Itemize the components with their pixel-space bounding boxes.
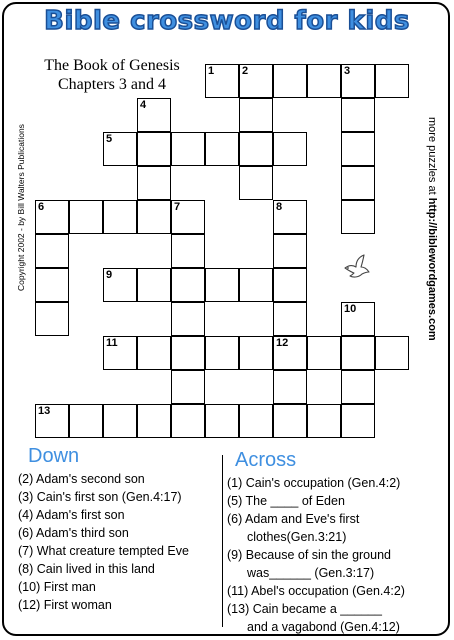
grid-cell[interactable] <box>103 404 137 438</box>
grid-cell[interactable] <box>35 234 69 268</box>
grid-cell[interactable] <box>205 132 239 166</box>
grid-cell[interactable] <box>273 370 307 404</box>
grid-cell[interactable] <box>375 64 409 98</box>
grid-cell[interactable] <box>273 336 307 370</box>
down-clue-list <box>18 470 189 614</box>
down-clue: (3) Cain's first son (Gen.4:17) <box>18 490 182 504</box>
clue-number: 2 <box>242 65 249 77</box>
across-clue: clothes(Gen.3:21) <box>247 530 347 544</box>
grid-cell[interactable] <box>341 404 375 438</box>
down-clue: (7) What creature tempted Eve <box>18 544 189 558</box>
across-clue: was______ (Gen.3:17) <box>247 566 375 580</box>
grid-cell[interactable] <box>137 336 171 370</box>
across-clue: (11) Abel's occupation (Gen.4:2) <box>227 584 405 598</box>
grid-cell[interactable] <box>307 404 341 438</box>
grid-cell[interactable] <box>171 404 205 438</box>
grid-cell[interactable] <box>171 302 205 336</box>
down-clue: (10) First man <box>18 580 96 594</box>
grid-cell[interactable] <box>137 98 171 132</box>
more-puzzles-text <box>424 117 438 357</box>
copyright-text: Copyright 2002 - by Bill Walters Publications <box>16 124 26 291</box>
down-clue: (2) Adam's second son <box>18 472 145 486</box>
across-heading: Across <box>235 449 297 471</box>
across-clue-list <box>227 474 405 636</box>
grid-cell[interactable] <box>137 132 171 166</box>
page-title: Bible crossword for kids <box>44 6 410 36</box>
grid-cell[interactable] <box>171 268 205 302</box>
across-clue: (13) Cain became a ______ <box>227 602 382 616</box>
grid-cell[interactable] <box>307 64 341 98</box>
grid-cell[interactable] <box>239 98 273 132</box>
grid-cell[interactable] <box>69 404 103 438</box>
down-clue: (4) Adam's first son <box>18 508 125 522</box>
grid-cell[interactable] <box>137 166 171 200</box>
grid-cell[interactable] <box>205 336 239 370</box>
grid-cell[interactable] <box>375 336 409 370</box>
clue-number: 10 <box>344 303 357 315</box>
grid-cell[interactable] <box>307 336 341 370</box>
grid-cell[interactable] <box>341 132 375 166</box>
across-clue: (6) Adam and Eve's first <box>227 512 360 526</box>
clue-number: 5 <box>106 133 113 145</box>
grid-cell[interactable] <box>205 64 239 98</box>
subtitle-line-1: The Book of Genesis <box>44 57 180 74</box>
grid-cell[interactable] <box>239 336 273 370</box>
grid-cell[interactable] <box>137 200 171 234</box>
down-clue: (8) Cain lived in this land <box>18 562 155 576</box>
across-clue: (5) The ____ of Eden <box>227 494 345 508</box>
across-clue: (9) Because of sin the ground <box>227 548 391 562</box>
grid-cell[interactable] <box>341 64 375 98</box>
subtitle <box>22 56 202 94</box>
grid-cell[interactable] <box>273 200 307 234</box>
grid-cell[interactable] <box>103 200 137 234</box>
grid-cell[interactable] <box>35 302 69 336</box>
clue-number: 12 <box>276 337 289 349</box>
grid-cell[interactable] <box>239 268 273 302</box>
across-clue: (1) Cain's occupation (Gen.4:2) <box>227 476 401 490</box>
subtitle-line-2: Chapters 3 and 4 <box>58 76 166 93</box>
grid-cell[interactable] <box>341 370 375 404</box>
grid-cell[interactable] <box>171 200 205 234</box>
clue-number: 6 <box>38 201 45 213</box>
grid-cell[interactable] <box>171 370 205 404</box>
clue-number: 8 <box>276 201 283 213</box>
grid-cell[interactable] <box>35 404 69 438</box>
clue-divider <box>222 455 223 627</box>
clue-number: 7 <box>174 201 181 213</box>
down-clue: (6) Adam's third son <box>18 526 129 540</box>
down-clue: (12) First woman <box>18 598 112 612</box>
grid-cell[interactable] <box>171 234 205 268</box>
grid-cell[interactable] <box>341 166 375 200</box>
grid-cell[interactable] <box>273 234 307 268</box>
grid-cell[interactable] <box>273 268 307 302</box>
clue-number: 13 <box>38 405 51 417</box>
grid-cell[interactable] <box>137 404 171 438</box>
grid-cell[interactable] <box>205 268 239 302</box>
clue-number: 4 <box>140 99 147 111</box>
grid-cell[interactable] <box>35 200 69 234</box>
grid-cell[interactable] <box>35 268 69 302</box>
grid-cell[interactable] <box>171 132 205 166</box>
clue-number: 9 <box>106 269 113 281</box>
down-heading: Down <box>28 445 80 467</box>
clue-number: 1 <box>208 65 215 77</box>
more-puzzles-link[interactable]: http://biblewordgames.com <box>426 197 438 341</box>
grid-cell[interactable] <box>239 132 273 166</box>
grid-cell[interactable] <box>103 132 137 166</box>
clue-number: 11 <box>106 337 118 349</box>
grid-cell[interactable] <box>239 64 273 98</box>
across-clue: and a vagabond (Gen.4:12) <box>247 620 400 634</box>
grid-cell[interactable] <box>103 268 137 302</box>
grid-cell[interactable] <box>137 268 171 302</box>
more-puzzles-prefix: more puzzles at <box>426 117 438 198</box>
grid-cell[interactable] <box>239 166 273 200</box>
grid-cell[interactable] <box>69 200 103 234</box>
dove-icon <box>342 252 372 282</box>
grid-cell[interactable] <box>239 404 273 438</box>
grid-cell[interactable] <box>205 404 239 438</box>
grid-cell[interactable] <box>171 336 205 370</box>
grid-cell[interactable] <box>273 64 307 98</box>
grid-cell[interactable] <box>103 336 137 370</box>
grid-cell[interactable] <box>341 336 375 370</box>
grid-cell[interactable] <box>341 302 375 336</box>
clue-number: 3 <box>344 65 351 77</box>
grid-cell[interactable] <box>273 404 307 438</box>
grid-cell[interactable] <box>341 98 375 132</box>
grid-cell[interactable] <box>341 200 375 234</box>
grid-cell[interactable] <box>273 302 307 336</box>
grid-cell[interactable] <box>273 132 307 166</box>
